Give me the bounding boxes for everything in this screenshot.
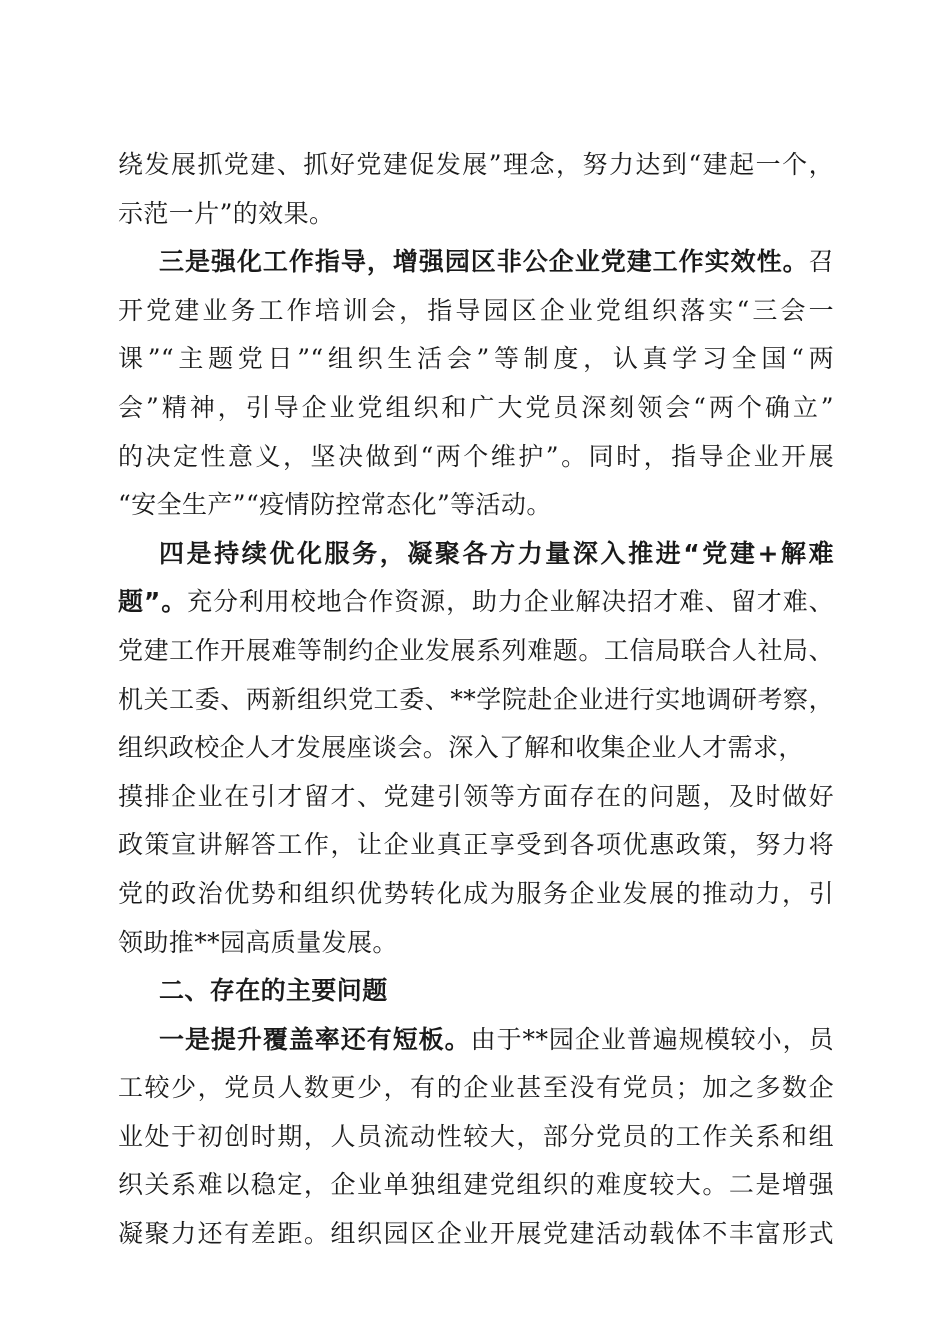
paragraph-start-line	[118, 530, 834, 579]
body-text-line: 会”精神，引导企业党组织和广大党员深刻领会“两个确立”	[118, 392, 834, 422]
section-heading: 二、存在的主要问题	[159, 976, 388, 1006]
body-text-line: 组织政校企人才发展座谈会。深入了解和收集企业人才需求，	[118, 733, 804, 763]
body-text-line: 业处于初创时期，人员流动性较大，部分党员的工作关系和组	[118, 1121, 834, 1151]
body-text-line: 领助推**园高质量发展。	[118, 927, 398, 957]
paragraph-lead: 题”。	[118, 587, 188, 617]
paragraph-lead: 四是持续优化服务，凝聚各方力量深入推进“党建+解难	[159, 538, 834, 568]
paragraph-start-line: 一是提升覆盖率还有短板。由于**园企业普遍规模较小，员	[159, 1024, 834, 1054]
body-text-line: 绕发展抓党建、抓好党建促发展”理念，努力达到“建起一个，	[118, 150, 834, 179]
body-text-line: 摸排企业在引才留才、党建引领等方面存在的问题，及时做好	[118, 781, 834, 811]
body-text-line: 示范一片”的效果。	[118, 198, 335, 228]
document-page	[118, 141, 834, 1259]
body-text-line: 党建工作开展难等制约企业发展系列难题。工信局联合人社局、	[118, 635, 834, 665]
body-text-line: 机关工委、两新组织党工委、**学院赴企业进行实地调研考察，	[118, 684, 834, 714]
body-text-line: 课”“主题党日”“组织生活会”等制度，认真学习全国“两	[118, 344, 834, 374]
body-text-line: 开党建业务工作培训会，指导园区企业党组织落实“三会一	[118, 295, 834, 325]
body-text-line: “安全生产”“疫情防控常态化”等活动。	[118, 490, 552, 520]
body-text-line: 题”。充分利用校地合作资源，助力企业解决招才难、留才难、	[118, 587, 834, 617]
body-text-line: 凝聚力还有差距。组织园区企业开展党建活动载体不丰富形式	[118, 1219, 834, 1249]
body-text-line: 政策宣讲解答工作，让企业真正享受到各项优惠政策，努力将	[118, 830, 834, 860]
body-text-line: 工较少，党员人数更少，有的企业甚至没有党员；加之多数企	[118, 1073, 834, 1103]
paragraph-lead: 一是提升覆盖率还有短板。	[159, 1024, 471, 1054]
body-text-line: 的决定性意义，坚决做到“两个维护”。同时，指导企业开展	[118, 441, 834, 471]
body-text-line: 织关系难以稳定，企业单独组建党组织的难度较大。二是增强	[118, 1170, 834, 1200]
paragraph-start-line: 三是强化工作指导，增强园区非公企业党建工作实效性。召	[159, 247, 834, 277]
paragraph-lead: 三是强化工作指导，增强园区非公企业党建工作实效性。	[159, 247, 809, 277]
body-text-line: 党的政治优势和组织优势转化成为服务企业发展的推动力，引	[118, 878, 834, 908]
